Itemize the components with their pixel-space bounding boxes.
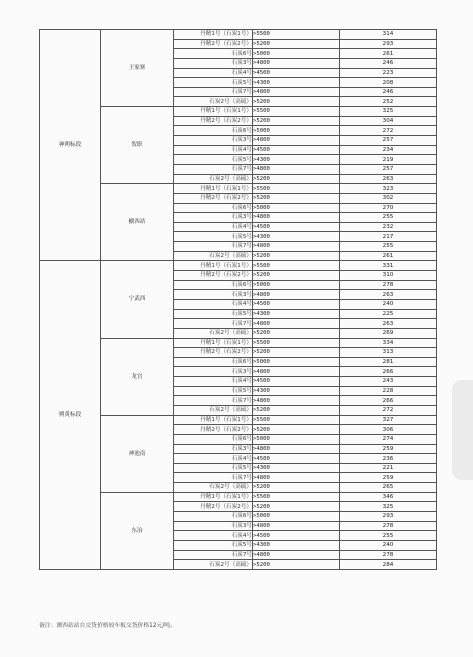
coal-grade-cell: 石炭3号 (174, 444, 253, 454)
coal-grade-cell: 石炭2号（高硫） (174, 97, 253, 107)
heat-value-cell: >5000 (253, 203, 340, 213)
station-name: 神池南 (101, 415, 174, 492)
price-cell: 261 (340, 251, 437, 261)
price-cell: 302 (340, 193, 437, 203)
heat-value-cell: >5500 (253, 107, 340, 117)
heat-value-cell: >4500 (253, 222, 340, 232)
heat-value-cell: >4300 (253, 155, 340, 165)
station-name: 榆西站 (101, 184, 174, 261)
station-name: 王家寨 (101, 30, 174, 107)
price-cell: 266 (340, 367, 437, 377)
coal-grade-cell: 丹精2号（石炭2号） (174, 193, 253, 203)
price-cell: 208 (340, 78, 437, 88)
price-cell: 334 (340, 338, 437, 348)
coal-grade-cell: 丹精1号（石炭1号） (174, 107, 253, 117)
coal-grade-cell: 石炭7号 (174, 473, 253, 483)
scroll-handle[interactable] (452, 380, 473, 480)
station-name: 宁武西 (101, 261, 174, 338)
coal-grade-cell: 石炭4号 (174, 68, 253, 78)
price-cell: 257 (340, 136, 437, 146)
price-cell: 331 (340, 261, 437, 271)
station-name: 龙宫 (101, 338, 174, 415)
coal-grade-cell: 丹精1号（石炭1号） (174, 184, 253, 194)
price-cell: 234 (340, 145, 437, 155)
heat-value-cell: >5200 (253, 271, 340, 281)
price-cell: 269 (340, 328, 437, 338)
coal-grade-cell: 石炭5号 (174, 463, 253, 473)
price-cell: 270 (340, 203, 437, 213)
heat-value-cell: >5200 (253, 193, 340, 203)
coal-grade-cell: 石炭2号（高硫） (174, 560, 253, 570)
coal-grade-cell: 石炭4号 (174, 454, 253, 464)
coal-grade-cell: 丹精2号（石炭2号） (174, 39, 253, 49)
price-cell: 265 (340, 483, 437, 493)
price-cell: 304 (340, 116, 437, 126)
section-name: 朔黄标段 (40, 261, 101, 570)
heat-value-cell: >5200 (253, 425, 340, 435)
coal-grade-cell: 石炭7号 (174, 319, 253, 329)
coal-grade-cell: 石炭7号 (174, 550, 253, 560)
heat-value-cell: >5200 (253, 39, 340, 49)
coal-grade-cell: 石炭3号 (174, 136, 253, 146)
heat-value-cell: >4300 (253, 386, 340, 396)
price-cell: 263 (340, 290, 437, 300)
coal-grade-cell: 丹精2号（石炭2号） (174, 116, 253, 126)
heat-value-cell: >5200 (253, 251, 340, 261)
heat-value-cell: >4800 (253, 87, 340, 97)
price-cell: 314 (340, 30, 437, 40)
price-cell: 259 (340, 444, 437, 454)
heat-value-cell: >4300 (253, 309, 340, 319)
coal-grade-cell: 石炭3号 (174, 58, 253, 68)
price-cell: 293 (340, 39, 437, 49)
coal-grade-cell: 石炭5号 (174, 232, 253, 242)
coal-grade-cell: 石炭6号 (174, 512, 253, 522)
heat-value-cell: >4500 (253, 299, 340, 309)
heat-value-cell: >4800 (253, 319, 340, 329)
heat-value-cell: >5200 (253, 328, 340, 338)
coal-grade-cell: 石炭6号 (174, 280, 253, 290)
coal-grade-cell: 石炭7号 (174, 164, 253, 174)
footnote: 备注：测西站站台交货价格较车板交货价格12元/吨。 (39, 623, 176, 629)
price-cell: 219 (340, 155, 437, 165)
heat-value-cell: >4800 (253, 213, 340, 223)
coal-grade-cell: 石炭3号 (174, 367, 253, 377)
price-cell: 306 (340, 425, 437, 435)
price-cell: 255 (340, 242, 437, 252)
heat-value-cell: >4300 (253, 540, 340, 550)
coal-grade-cell: 石炭2号（高硫） (174, 251, 253, 261)
heat-value-cell: >5500 (253, 415, 340, 425)
heat-value-cell: >5200 (253, 405, 340, 415)
price-cell: 240 (340, 299, 437, 309)
price-cell: 243 (340, 377, 437, 387)
coal-grade-cell: 石炭6号 (174, 357, 253, 367)
coal-grade-cell: 丹精1号（石炭1号） (174, 338, 253, 348)
price-cell: 272 (340, 405, 437, 415)
heat-value-cell: >5200 (253, 348, 340, 358)
coal-grade-cell: 石炭2号（高硫） (174, 174, 253, 184)
coal-grade-cell: 丹精1号（石炭1号） (174, 492, 253, 502)
coal-grade-cell: 石炭7号 (174, 396, 253, 406)
coal-grade-cell: 石炭3号 (174, 290, 253, 300)
price-cell: 240 (340, 540, 437, 550)
coal-grade-cell: 石炭2号（高硫） (174, 483, 253, 493)
price-cell: 327 (340, 415, 437, 425)
heat-value-cell: >5200 (253, 116, 340, 126)
price-cell: 232 (340, 222, 437, 232)
price-cell: 310 (340, 271, 437, 281)
heat-value-cell: >4800 (253, 550, 340, 560)
heat-value-cell: >5200 (253, 560, 340, 570)
coal-grade-cell: 丹精1号（石炭1号） (174, 261, 253, 271)
price-cell: 259 (340, 473, 437, 483)
price-cell: 236 (340, 454, 437, 464)
coal-grade-cell: 石炭5号 (174, 78, 253, 88)
heat-value-cell: >5000 (253, 512, 340, 522)
coal-grade-cell: 丹精2号（石炭2号） (174, 271, 253, 281)
price-cell: 325 (340, 107, 437, 117)
coal-grade-cell: 石炭6号 (174, 49, 253, 59)
heat-value-cell: >4800 (253, 242, 340, 252)
heat-value-cell: >4800 (253, 164, 340, 174)
price-cell: 278 (340, 550, 437, 560)
price-cell: 252 (340, 97, 437, 107)
heat-value-cell: >5200 (253, 97, 340, 107)
heat-value-cell: >4500 (253, 531, 340, 541)
coal-grade-cell: 石炭5号 (174, 309, 253, 319)
heat-value-cell: >4500 (253, 454, 340, 464)
price-cell: 313 (340, 348, 437, 358)
heat-value-cell: >4800 (253, 367, 340, 377)
price-cell: 293 (340, 512, 437, 522)
coal-grade-cell: 丹精2号（石炭2号） (174, 348, 253, 358)
price-cell: 217 (340, 232, 437, 242)
coal-grade-cell: 石炭2号（高硫） (174, 405, 253, 415)
station-name: 贺职 (101, 107, 174, 184)
price-cell: 246 (340, 58, 437, 68)
price-cell: 223 (340, 68, 437, 78)
price-cell: 346 (340, 492, 437, 502)
coal-grade-cell: 石炭5号 (174, 540, 253, 550)
price-cell: 281 (340, 357, 437, 367)
coal-grade-cell: 石炭4号 (174, 222, 253, 232)
heat-value-cell: >4500 (253, 377, 340, 387)
heat-value-cell: >5000 (253, 280, 340, 290)
price-cell: 274 (340, 434, 437, 444)
coal-grade-cell: 石炭4号 (174, 145, 253, 155)
heat-value-cell: >5200 (253, 483, 340, 493)
price-cell: 255 (340, 213, 437, 223)
heat-value-cell: >5500 (253, 261, 340, 271)
price-cell: 246 (340, 87, 437, 97)
coal-grade-cell: 丹精1号（石炭1号） (174, 415, 253, 425)
heat-value-cell: >4800 (253, 444, 340, 454)
coal-grade-cell: 石炭4号 (174, 531, 253, 541)
heat-value-cell: >4800 (253, 290, 340, 300)
heat-value-cell: >5500 (253, 492, 340, 502)
heat-value-cell: >4800 (253, 473, 340, 483)
price-cell: 255 (340, 531, 437, 541)
coal-grade-cell: 石炭3号 (174, 213, 253, 223)
heat-value-cell: >5200 (253, 174, 340, 184)
coal-grade-cell: 石炭6号 (174, 126, 253, 136)
price-cell: 225 (340, 309, 437, 319)
coal-grade-cell: 石炭7号 (174, 242, 253, 252)
heat-value-cell: >5500 (253, 338, 340, 348)
heat-value-cell: >4500 (253, 68, 340, 78)
price-cell: 263 (340, 174, 437, 184)
coal-grade-cell: 石炭6号 (174, 203, 253, 213)
heat-value-cell: >4800 (253, 521, 340, 531)
heat-value-cell: >4800 (253, 396, 340, 406)
coal-grade-cell: 丹精1号（石炭1号） (174, 30, 253, 40)
heat-value-cell: >5500 (253, 184, 340, 194)
price-cell: 278 (340, 280, 437, 290)
coal-grade-cell: 石炭4号 (174, 377, 253, 387)
heat-value-cell: >5000 (253, 49, 340, 59)
coal-grade-cell: 石炭3号 (174, 521, 253, 531)
heat-value-cell: >5000 (253, 357, 340, 367)
price-cell: 257 (340, 164, 437, 174)
coal-grade-cell: 石炭6号 (174, 434, 253, 444)
price-cell: 272 (340, 126, 437, 136)
coal-grade-cell: 石炭5号 (174, 155, 253, 165)
heat-value-cell: >5500 (253, 30, 340, 40)
coal-grade-cell: 丹精2号（石炭2号） (174, 502, 253, 512)
price-cell: 325 (340, 502, 437, 512)
table-row (40, 30, 437, 40)
price-cell: 278 (340, 521, 437, 531)
price-cell: 261 (340, 49, 437, 59)
coal-grade-cell: 丹精2号（石炭2号） (174, 425, 253, 435)
section-name: 神朔标段 (40, 30, 101, 261)
heat-value-cell: >5200 (253, 502, 340, 512)
heat-value-cell: >4300 (253, 232, 340, 242)
price-cell: 266 (340, 396, 437, 406)
coal-grade-cell: 石炭7号 (174, 87, 253, 97)
price-table (39, 29, 437, 570)
price-cell: 221 (340, 463, 437, 473)
heat-value-cell: >5000 (253, 434, 340, 444)
heat-value-cell: >4300 (253, 78, 340, 88)
heat-value-cell: >4500 (253, 145, 340, 155)
price-cell: 263 (340, 319, 437, 329)
price-cell: 284 (340, 560, 437, 570)
heat-value-cell: >5000 (253, 126, 340, 136)
station-name: 东冶 (101, 492, 174, 569)
price-cell: 228 (340, 386, 437, 396)
table-row (40, 261, 437, 271)
heat-value-cell: >4300 (253, 463, 340, 473)
heat-value-cell: >4800 (253, 136, 340, 146)
coal-grade-cell: 石炭2号（高硫） (174, 328, 253, 338)
price-cell: 323 (340, 184, 437, 194)
coal-grade-cell: 石炭4号 (174, 299, 253, 309)
heat-value-cell: >4800 (253, 58, 340, 68)
coal-grade-cell: 石炭5号 (174, 386, 253, 396)
